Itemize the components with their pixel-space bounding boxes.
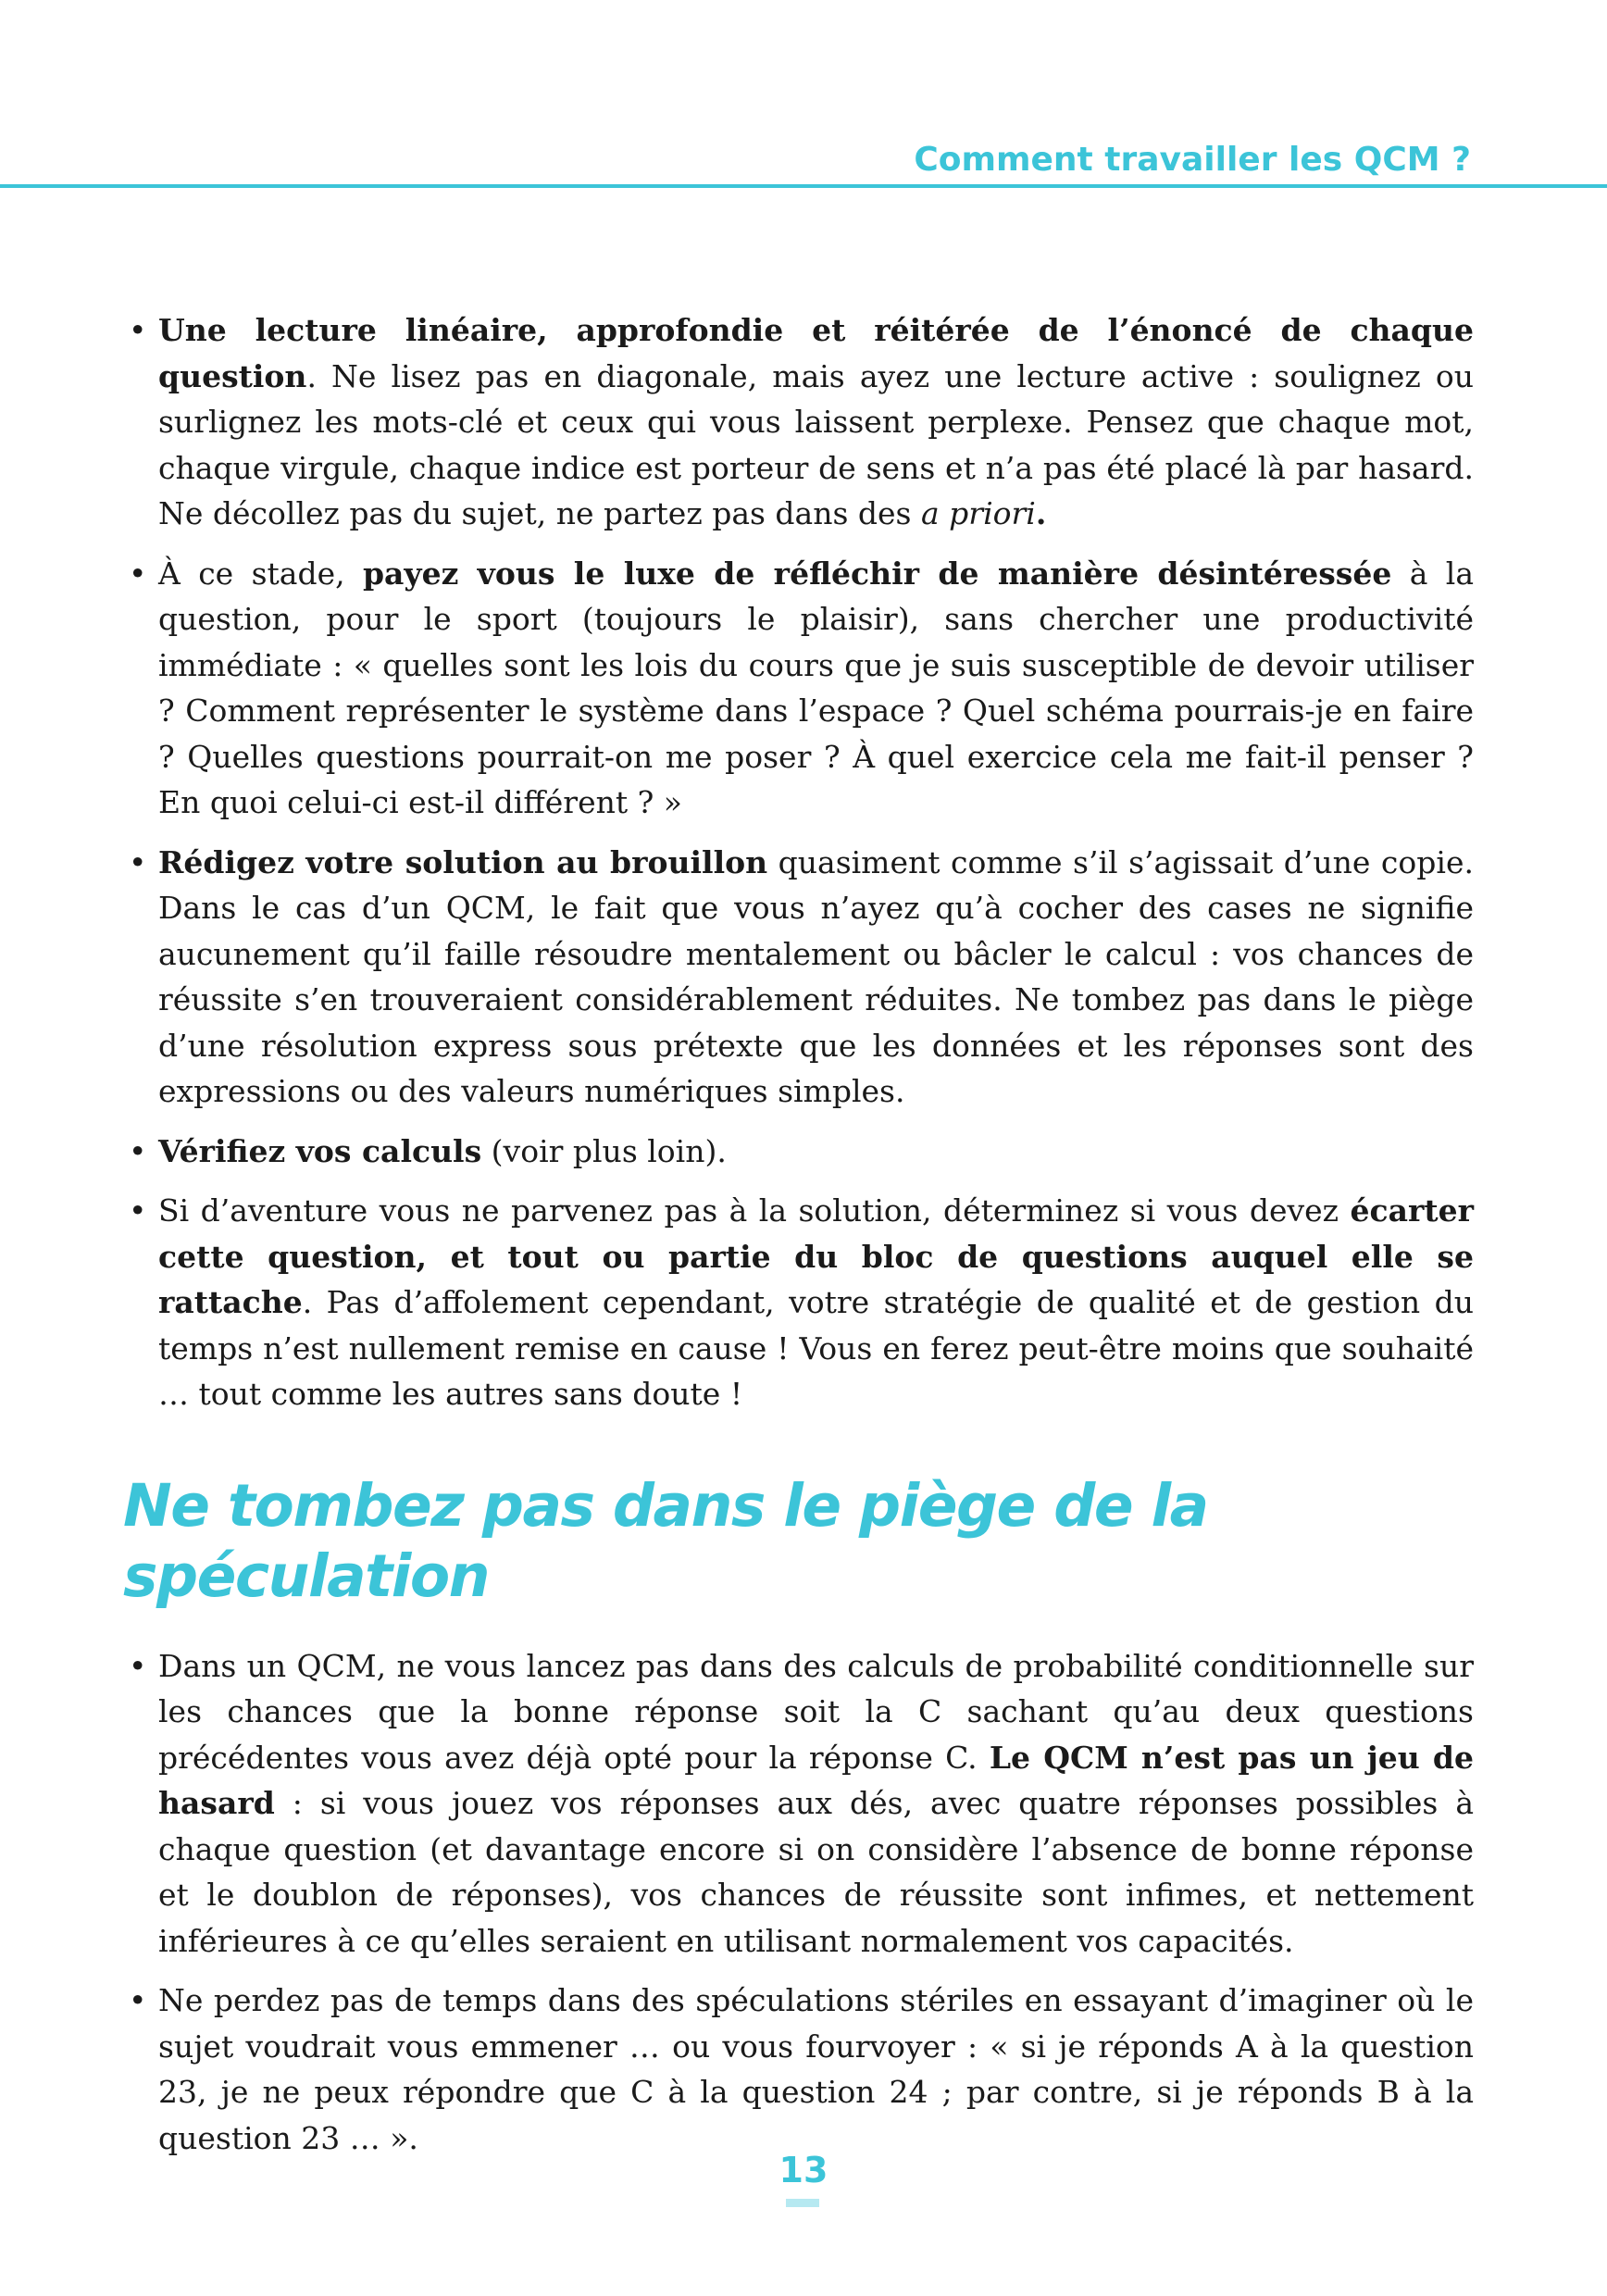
bold-phrase: Rédigez votre solution au brouillon <box>158 843 768 880</box>
body-text: Si d’aventure vous ne parvenez pas à la solution, déterminez si vous devez <box>158 1192 1351 1229</box>
body-text: À ce stade, <box>158 555 363 592</box>
list-item <box>129 551 1474 826</box>
list-item <box>129 840 1474 1115</box>
section-title: Ne tombez pas dans le piège de la spéculation <box>123 1471 1208 1610</box>
body-text: . Pas d’affolement cependant, votre stratégie de qualité et de gestion du temps n’est nullement remise en cause ! Vous en ferez peut-être moins que souhaité … tout comme les autres sans doute ! <box>158 1284 1474 1412</box>
body-text: Dans un QCM, ne vous lancez pas dans des calculs de probabilité conditionnelle sur les chances que la bonne réponse soit la C sachant qu’au deux questions précédentes vous avez déjà opté pour la réponse C. <box>158 1647 1474 1776</box>
bold-phrase: Le QCM n’est pas un jeu de hasard <box>158 1739 1474 1821</box>
body-text: . <box>1035 495 1047 531</box>
page-number: 13 <box>779 2150 828 2190</box>
bold-phrase: payez vous le luxe de réfléchir de manière désintéressée <box>362 555 1392 592</box>
body-text: . Ne lisez pas en diagonale, mais ayez une lecture active : soulignez ou surlignez les mots-clé et ceux qui vous laissent perplexe. Pensez que chaque mot, chaque virgule, chaque indice est porteur de sens et n’a pas été placé là par hasard. Ne décollez pas du sujet, ne partez pas dans des <box>158 357 1474 531</box>
list-item <box>129 1188 1474 1417</box>
page-number-underline <box>786 2199 819 2207</box>
list-item <box>129 1643 1474 1965</box>
list-item <box>129 307 1474 537</box>
body-text: Ne perdez pas de temps dans des spéculations stériles en essayant d’imaginer où le sujet voudrait vous emmener … ou vous fourvoyer : « si je réponds A à la question 23, je ne peux répondre que C à la question 24 ; par contre, si je réponds B à la question 23 … ». <box>158 1982 1474 2156</box>
bullet-list-speculation <box>129 1643 1474 2162</box>
list-item <box>129 1978 1474 2161</box>
body-text: quasiment comme s’il s’agissait d’une copie. Dans le cas d’un QCM, le fait que vous n’ayez qu’à cocher des cases ne signifie aucunement qu’il faille résoudre mentalement ou bâcler le calcul : vos chances de réussite s’en trouveraient considérablement réduites. Ne tombez pas dans le piège d’une résolution express sous prétexte que les données et les réponses sont des expressions ou des valeurs numériques simples. <box>158 843 1474 1109</box>
bold-phrase: écarter cette question, et tout ou partie du bloc de questions auquel elle se rattache <box>158 1192 1474 1320</box>
header-rule <box>0 184 1607 188</box>
bold-phrase: Une lecture linéaire, approfondie et réitérée de l’énoncé de chaque question <box>158 312 1474 394</box>
page-body <box>123 307 1475 2175</box>
bold-phrase: Vérifiez vos calculs <box>158 1132 482 1169</box>
list-item <box>129 1129 1474 1175</box>
body-text: à la question, pour le sport (toujours le plaisir), sans chercher une productivité immédiate : « quelles sont les lois du cours que je suis susceptible de devoir utiliser ? Comment représenter le système dans l’espace ? Quel schéma pourrais-je en faire ? Quelles questions pourrait-on me poser ? À quel exercice cela me fait-il penser ? En quoi celui-ci est-il différent ? » <box>158 555 1475 820</box>
italic-phrase: a priori <box>921 495 1036 531</box>
running-head: Comment travailler les QCM ? <box>914 141 1471 179</box>
bullet-list-method <box>129 307 1474 1417</box>
body-text: : si vous jouez vos réponses aux dés, avec quatre réponses possibles à chaque question (et davantage encore si on considère l’absence de bonne réponse et le doublon de réponses), vos chances de réussite sont infimes, et nettement inférieures à ce qu’elles seraient en utilisant normalement vos capacités. <box>158 1785 1474 1959</box>
body-text: (voir plus loin). <box>481 1132 727 1169</box>
